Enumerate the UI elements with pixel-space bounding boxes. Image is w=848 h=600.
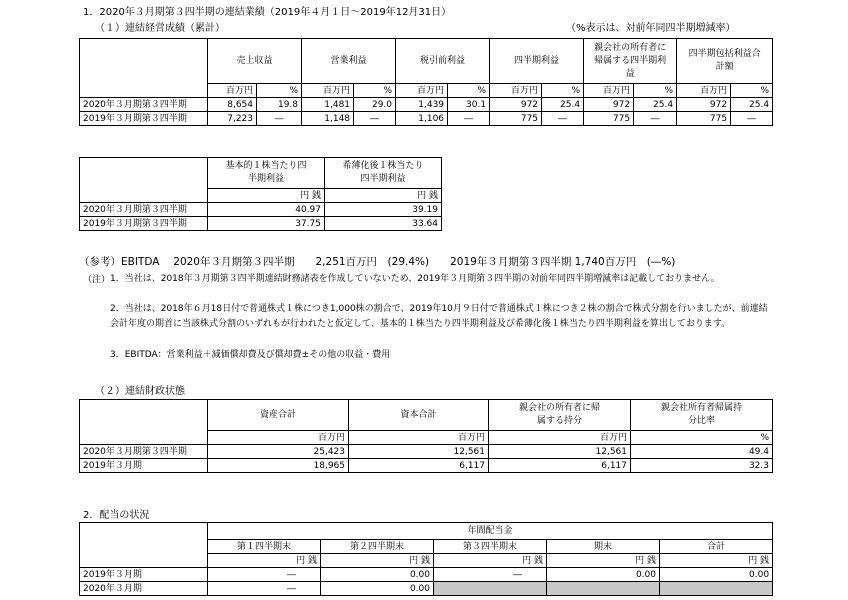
unit-cell: 百万円 [208,84,257,98]
table-cell: 1,439 [396,98,448,112]
col-header-operating-income: 営業利益 [302,39,396,84]
table-cell: 25,423 [208,445,349,459]
row-label: 2019年３月期 [80,568,208,582]
unit-cell: 円 銭 [208,189,325,203]
table-cell: ― [257,112,302,126]
col-header-total: 合計 [660,540,773,554]
row-label: 2020年３月期第３四半期 [80,445,208,459]
unit-cell: 百万円 [396,84,448,98]
table-cell: 0.00 [547,568,660,582]
table-cell: ― [634,112,677,126]
unit-cell: 円 銭 [434,554,547,568]
table-cell: ― [731,112,773,126]
row-label: 2020年３月期第３四半期 [80,203,208,217]
table-cell: 775 [490,112,542,126]
table-row [80,98,773,112]
col-header-owners-equity: 親会社の所有者に帰属する持分 [489,400,631,431]
col-header-year-end: 期末 [547,540,660,554]
table-cell: 972 [490,98,542,112]
table-cell: ― [208,582,321,596]
table-cell: 775 [677,112,731,126]
table-cell: 25.4 [731,98,773,112]
financial-position-title: （２）連結財政状態 [95,386,185,397]
unit-cell: % [731,84,773,98]
table-cell: 12,561 [349,445,489,459]
table-cell: 49.4 [631,445,773,459]
unit-cell: % [631,431,773,445]
table-cell: 40.97 [208,203,325,217]
unit-cell: 百万円 [489,431,631,445]
table-cell: 7,223 [208,112,257,126]
col-header-diluted-eps: 希薄化後１株当たり四半期利益 [325,158,442,189]
notes-prefix: （注） [83,275,111,285]
table-cell: 0.00 [321,568,434,582]
unit-cell: % [448,84,490,98]
col-header-total-assets: 資産合計 [208,400,349,431]
section1-subtitle: （１）連結経営成績（累計） [95,23,225,34]
row-label: 2020年３月期第３四半期 [80,98,208,112]
col-header-equity-ratio: 親会社所有者帰属持分比率 [631,400,773,431]
note-3: 3．EBITDA：営業利益＋減価償却費及び償却費±その他の収益・費用 [110,350,391,360]
row-label: 2020年３月期 [80,582,208,596]
unit-cell: 円 銭 [321,554,434,568]
col-header-total-equity: 資本合計 [349,400,489,431]
table-cell [660,582,773,596]
table-cell [434,582,547,596]
col-header-owners-profit: 親会社の所有者に帰属する四半期利益 [584,39,677,84]
table-cell: 6,117 [489,459,631,473]
dividends-title: 2．配当の状況 [83,510,150,521]
table-cell: 33.64 [325,217,442,231]
unit-cell: 百万円 [677,84,731,98]
unit-cell: 円 銭 [547,554,660,568]
table-row [80,112,773,126]
table-cell: 972 [584,98,634,112]
unit-cell: % [634,84,677,98]
ebitda-reference: （参考）EBITDA 2020年３月期第３四半期 2,251百万円 (29.4%) 2019年３月期第３四半期 1,740百万円 (―%) [79,256,676,268]
table-cell: 25.4 [634,98,677,112]
table-row [80,217,442,231]
dividends-table [79,522,773,596]
table-cell: ― [448,112,490,126]
unit-cell: 百万円 [208,431,349,445]
col-header-q3-end: 第３四半期末 [434,540,547,554]
results-table [79,38,773,126]
row-label: 2019年３月期第３四半期 [80,112,208,126]
table-cell [547,582,660,596]
table-row [80,445,773,459]
unit-cell: % [354,84,396,98]
unit-cell: 円 銭 [208,554,321,568]
table-row [80,203,442,217]
unit-cell: % [257,84,302,98]
unit-cell: 円 銭 [660,554,773,568]
table-row [80,568,773,582]
table-cell: ― [542,112,584,126]
table-cell: 37.75 [208,217,325,231]
row-label: 2019年３月期 [80,459,208,473]
col-header-q1-end: 第１四半期末 [208,540,321,554]
financial-position-table [79,399,773,473]
table-cell: 775 [584,112,634,126]
table-cell: ― [354,112,396,126]
table-cell: 1,148 [302,112,354,126]
col-header-basic-eps: 基本的１株当たり四半期利益 [208,158,325,189]
percent-note: （%表示は、対前年同四半期増減率） [566,23,736,34]
table-cell: 12,561 [489,445,631,459]
table-cell: 8,654 [208,98,257,112]
col-header-comprehensive-income: 四半期包括利益合計額 [677,39,773,84]
unit-cell: 百万円 [349,431,489,445]
table-cell: 0.00 [321,582,434,596]
annual-dividend-header: 年間配当金 [208,523,773,540]
note-2: 2．当社は、2018年６月18日付で普通株式１株につき1,000株の割合で、2019年10月９日付で普通株式１株につき２株の割合で株式分割を行いましたが、前連結会計年度の期首に当該株式分割のいずれもが行われたと仮定して、基本的１株当たり四半期利益及び希薄化後１株当たり四半期利益を算出しております。 [110,304,768,329]
eps-table [79,157,442,231]
row-label: 2019年３月期第３四半期 [80,217,208,231]
table-cell: 1,106 [396,112,448,126]
unit-cell: 百万円 [584,84,634,98]
table-cell: 0.00 [660,568,773,582]
table-cell: 1,481 [302,98,354,112]
col-header-pretax-income: 税引前利益 [396,39,490,84]
table-cell: 18,965 [208,459,349,473]
col-header-q2-end: 第２四半期末 [321,540,434,554]
table-row [80,459,773,473]
table-cell: 972 [677,98,731,112]
col-header-quarterly-profit: 四半期利益 [490,39,584,84]
table-cell: 30.1 [448,98,490,112]
table-cell: ― [434,568,547,582]
table-cell: 29.0 [354,98,396,112]
table-cell: 32.3 [631,459,773,473]
table-row [80,582,773,596]
table-cell: 6,117 [349,459,489,473]
table-cell: 19.8 [257,98,302,112]
note-1: 1．当社は、2018年３月期第３四半期連結財務諸表を作成していないため、2019年３月期第３四半期の対前年同四半期増減率は記載しておりません。 [110,274,720,284]
table-cell: 25.4 [542,98,584,112]
table-cell: ― [208,568,321,582]
col-header-revenue: 売上収益 [208,39,302,84]
unit-cell: 百万円 [302,84,354,98]
section1-title: 1．2020年３月期第３四半期の連結業績（2019年４月１日～2019年12月31日） [83,7,452,18]
unit-cell: % [542,84,584,98]
unit-cell: 百万円 [490,84,542,98]
unit-cell: 円 銭 [325,189,442,203]
table-cell: 39.19 [325,203,442,217]
